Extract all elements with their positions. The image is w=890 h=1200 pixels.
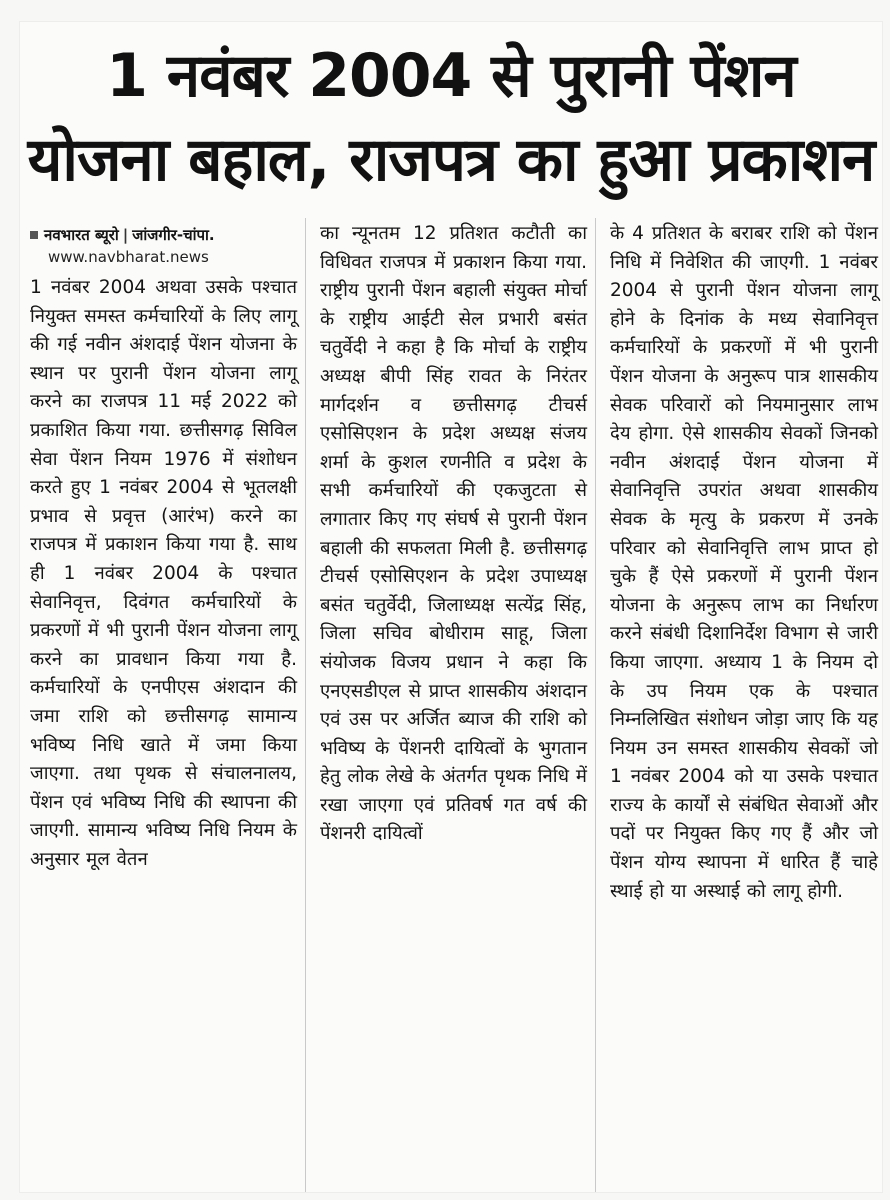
article-column-2	[310, 218, 596, 1192]
byline	[30, 224, 297, 246]
headline-line-1: 1 नवंबर 2004 से पुरानी पेंशन	[106, 41, 796, 111]
article-column-3	[600, 218, 886, 1192]
website-url: www.navbharat.news	[48, 248, 209, 266]
article-column-1	[20, 218, 306, 1192]
article-text-column-1: 1 नवंबर 2004 अथवा उसके पश्चात नियुक्त समस्त कर्मचारियों के लिए लागू की गई नवीन अंशदाई पेंशन योजना के स्थान पर पुरानी पेंशन योजना लागू करने का राजपत्र 11 मई 2022 को प्रकाशित किया गया. छत्तीसगढ़ सिविल सेवा पेंशन नियम 1976 में संशोधन करते हुए 1 नवंबर 2004 से भूतलक्षी प्रभाव से प्रवृत्त (आरंभ) करने का राजपत्र में प्रकाशन किया गया है. साथ ही 1 नवंबर 2004 के पश्चात सेवानिवृत्त, दिवंगत कर्मचारियों के प्रकरणों में भी पुरानी पेंशन योजना लागू करने का प्रावधान किया गया है. कर्मचारियों के एनपीएस अंशदान की जमा राशि को छत्तीसगढ़ सामान्य भविष्य निधि खाते में जमा किया जाएगा. तथा पृथक से संचालनालय, पेंशन एवं भविष्य निधि की स्थापना की जाएगी. सामान्य भविष्य निधि नियम के अनुसार मूल वेतन	[30, 277, 297, 870]
article-columns	[20, 218, 882, 1192]
newspaper-clipping	[20, 22, 882, 1192]
headline	[20, 22, 882, 202]
headline-line-2: योजना बहाल, राजपत्र का हुआ प्रकाशन	[27, 125, 875, 195]
article-text-column-3: के 4 प्रतिशत के बराबर राशि को पेंशन निधि में निवेशित की जाएगी. 1 नवंबर 2004 से पुरानी पेंशन योजना लागू होने के दिनांक के मध्य सेवानिवृत्त कर्मचारियों के प्रकरणों में भी पुरानी पेंशन योजना के अनुरूप पात्र शासकीय सेवक परिवारों को नियमानुसार लाभ देय होगा. ऐसे शासकीय सेवकों जिनको नवीन अंशदाई पेंशन योजना में सेवानिवृत्ति उपरांत अथवा शासकीय सेवक के मृत्यु के प्रकरण में उनके परिवार को सेवानिवृत्ति लाभ प्राप्त हो चुके हैं ऐसे प्रकरणों में पुरानी पेंशन योजना के अनुरूप लाभ का निर्धारण करने संबंधी दिशानिर्देश विभाग से जारी किया जाएगा. अध्याय 1 के नियम दो के उप नियम एक के पश्चात निम्नलिखित संशोधन जोड़ा जाए कि यह नियम उन समस्त शासकीय सेवकों जो 1 नवंबर 2004 को या उसके पश्चात राज्य के कार्यों से संबंधित सेवाओं और पदों पर नियुक्त किए गए हैं और जो पेंशन योग्य स्थापना में धारित हैं चाहे स्थाई हो या अस्थाई को लागू होगी.	[610, 223, 878, 902]
byline-place: जांजगीर-चांपा.	[132, 226, 215, 244]
byline-separator: |	[122, 226, 129, 244]
article-text-column-2: का न्यूनतम 12 प्रतिशत कटौती का विधिवत राजपत्र में प्रकाशन किया गया. राष्ट्रीय पुरानी पेंशन बहाली संयुक्त मोर्चा के राष्ट्रीय आईटी सेल प्रभारी बसंत चतुर्वेदी ने कहा है कि मोर्चा के राष्ट्रीय अध्यक्ष बीपी सिंह रावत के निरंतर मार्गदर्शन व छत्तीसगढ़ टीचर्स एसोसिएशन के प्रदेश अध्यक्ष संजय शर्मा के कुशल रणनीति व प्रदेश के सभी कर्मचारियों की एकजुटता से लगातार किए गए संघर्ष से पुरानी पेंशन बहाली की सफलता मिली है. छत्तीसगढ़ टीचर्स एसोसिएशन के प्रदेश उपाध्यक्ष बसंत चतुर्वेदी, जिलाध्यक्ष सत्येंद्र सिंह, जिला सचिव बोधीराम साहू, जिला संयोजक विजय प्रधान ने कहा कि एनएसडीएल से प्राप्त शासकीय अंशदान एवं उस पर अर्जित ब्याज की राशि को भविष्य के पेंशनरी दायित्वों के भुगतान हेतु लोक लेखे के अंतर्गत पृथक निधि में रखा जाएगा एवं प्रतिवर्ष गत वर्ष की पेंशनरी दायित्वों	[320, 223, 587, 845]
bullet-square-icon	[30, 231, 38, 239]
byline-agency: नवभारत ब्यूरो	[44, 226, 119, 244]
